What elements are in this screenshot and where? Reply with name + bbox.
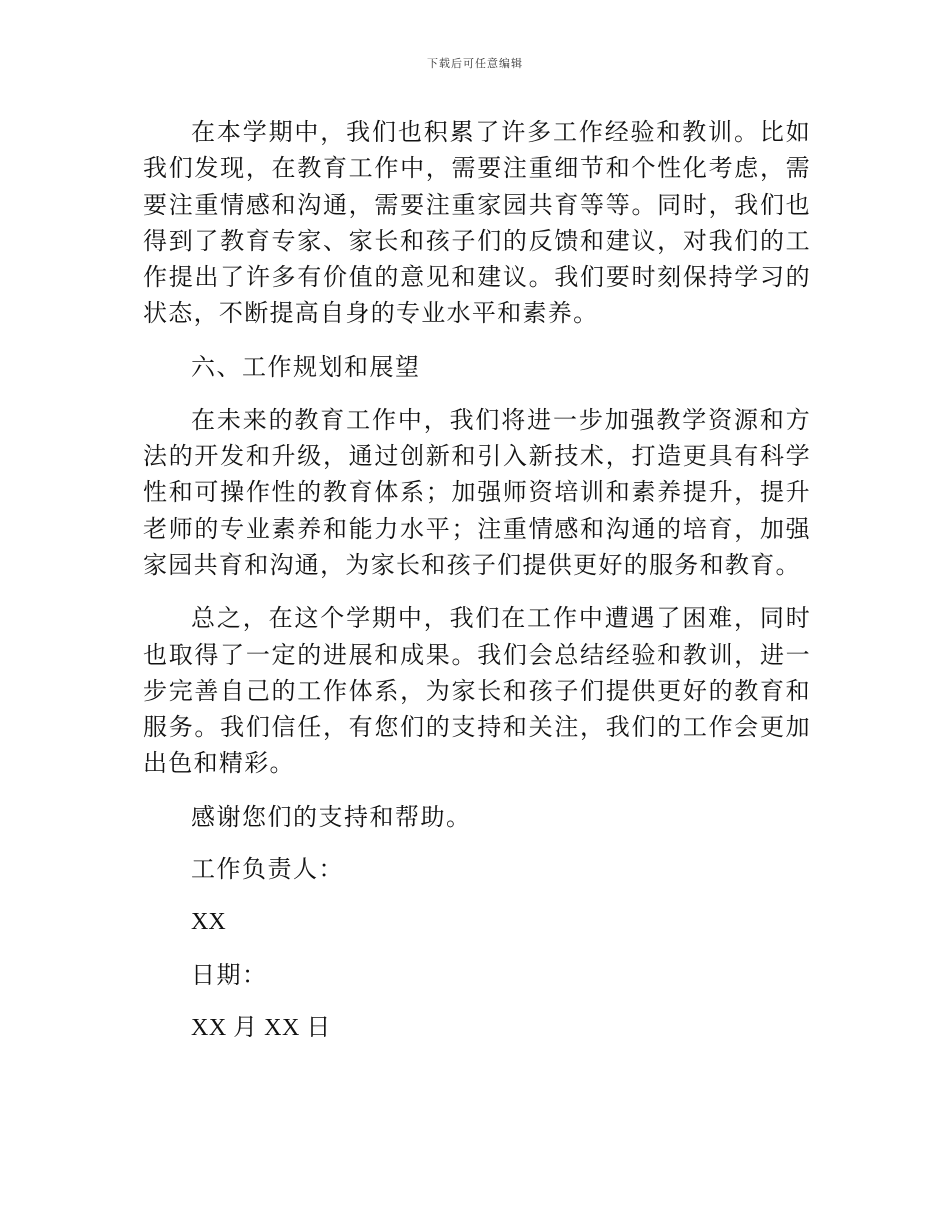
responsible-name: XX	[191, 908, 226, 935]
date-label: 日期：	[191, 960, 268, 989]
date-value: XX 月 XX 日	[191, 1014, 331, 1041]
thanks-line: 感谢您们的支持和帮助。	[191, 802, 472, 831]
paragraph-plan: 在未来的教育工作中，我们将进一步加强教学资源和方法的开发和升级，通过创新和引入新技术，打造更具有科学性和可操作性的教育体系；加强师资培训和素养提升，提升老师的专业素养和能力水平；注重情感和沟通的培育，加强家园共育和沟通，为家长和孩子们提供更好的服务和教育。	[143, 405, 811, 579]
section-heading-six: 六、工作规划和展望	[191, 352, 421, 381]
responsible-label: 工作负责人：	[191, 854, 344, 883]
page-header-note: 下载后可任意编辑	[427, 57, 523, 70]
paragraph-summary: 总之，在这个学期中，我们在工作中遭遇了困难，同时也取得了一定的进展和成果。我们会总结经验和教训，进一步完善自己的工作体系，为家长和孩子们提供更好的教育和服务。我们信任，有您们的支持和关注，我们的工作会更加出色和精彩。	[143, 604, 811, 778]
document-body	[143, 114, 811, 1046]
paragraph-experience: 在本学期中，我们也积累了许多工作经验和教训。比如我们发现，在教育工作中，需要注重细节和个性化考虑，需要注重情感和沟通，需要注重家园共育等等。同时，我们也得到了教育专家、家长和孩子们的反馈和建议，对我们的工作提出了许多有价值的意见和建议。我们要时刻保持学习的状态，不断提高自身的专业水平和素养。	[143, 118, 811, 328]
